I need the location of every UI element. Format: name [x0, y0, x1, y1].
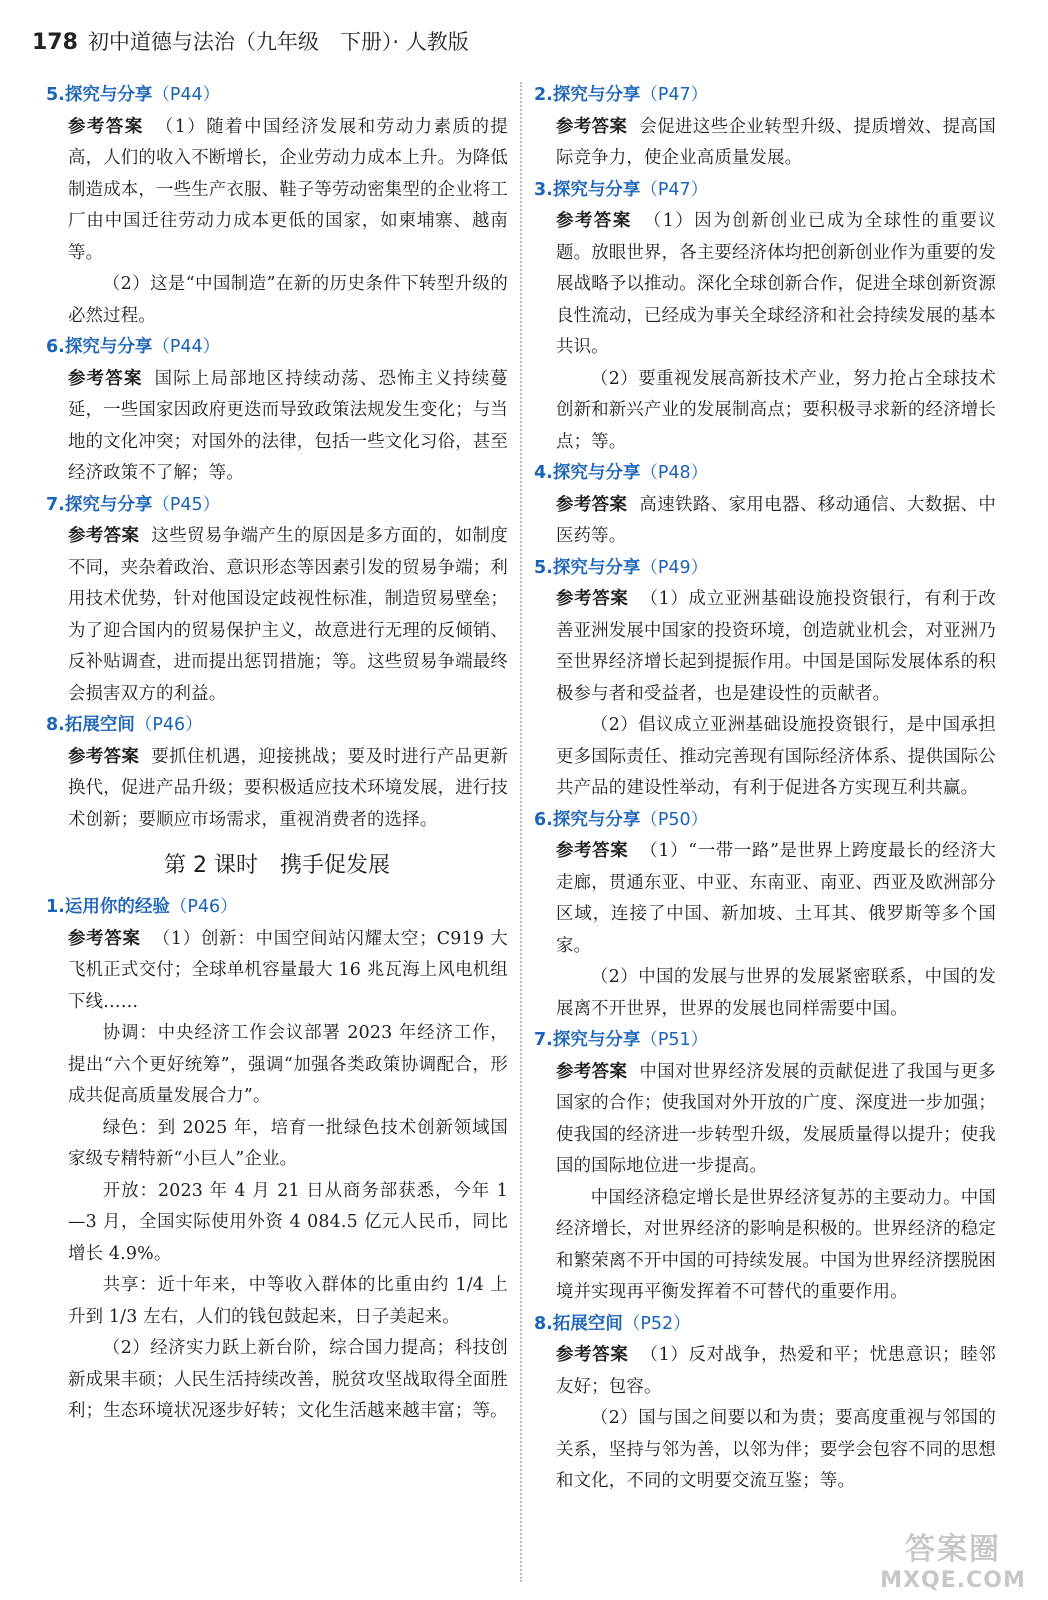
answer-paragraph: 参考答案 （1）成立亚洲基础设施投资银行，有利于改善亚洲发展中国家的投资环境，创造就业机会，对亚洲乃至世界经济增长起到提振作用。中国是国际发展体系的积极参与者和受益者，也是建设性的贡献者。 [556, 589, 996, 704]
right-column [534, 80, 996, 1498]
book-title: 初中道德与法治（九年级 下册）· 人教版 [87, 30, 469, 54]
section-heading: 6.探究与分享（P50） [534, 809, 709, 830]
answer-paragraph: 参考答案 会促进这些企业转型升级、提质增效、提高国际竞争力，使企业高质量发展。 [556, 116, 996, 168]
section-heading: 5.探究与分享（P49） [534, 557, 709, 578]
answer-paragraph: 参考答案 国际上局部地区持续动荡、恐怖主义持续蔓延，一些国家因政府更迭而导致政策法规发生变化；与当地的文化冲突；对国外的法律，包括一些文化习俗，甚至经济政策不了解；等。 [68, 368, 508, 483]
answer-label: 参考答案 [68, 368, 143, 389]
answer-paragraph: （2）这是“中国制造”在新的历史条件下转型升级的必然过程。 [68, 274, 508, 326]
answer-paragraph: 参考答案 中国对世界经济发展的贡献促进了我国与更多国家的合作；使我国对外开放的广度、深度进一步加强；使我国的经济进一步转型升级，发展质量得以提升；使我国的国际地位进一步提高。 [556, 1061, 996, 1176]
column-divider [520, 82, 522, 1582]
answer-paragraph: 参考答案 （1）创新：中国空间站闪耀太空；C919 大飞机正式交付；全球单机容量最大 16 兆瓦海上风电机组下线…… [68, 928, 508, 1012]
answer-paragraph: （2）要重视发展高新技术产业，努力抢占全球技术创新和新兴产业的发展制高点；要积极寻求新的经济增长点；等。 [556, 368, 996, 452]
section-heading: 8.拓展空间（P52） [534, 1313, 691, 1334]
answer-label: 参考答案 [556, 589, 629, 609]
answer-paragraph: （2）倡议成立亚洲基础设施投资银行，是中国承担更多国际责任、推动完善现有国际经济体系、提供国际公共产品的建设性举动，有利于促进各方实现互利共赢。 [556, 715, 996, 798]
answer-paragraph: （2）国与国之间要以和为贵；要高度重视与邻国的关系，坚持与邻为善，以邻为伴；要学会包容不同的思想和文化，不同的文明要交流互鉴；等。 [556, 1408, 996, 1491]
page-number: 178 [32, 30, 78, 55]
answer-label: 参考答案 [556, 211, 632, 231]
watermark-logo-text: 答案圈 [905, 1532, 1001, 1567]
page-header [32, 26, 469, 62]
left-column [46, 80, 508, 1428]
section-heading: 4.探究与分享（P48） [534, 463, 709, 483]
answer-paragraph: 参考答案 （1）因为创新创业已成为全球性的重要议题。放眼世界，各主要经济体均把创新创业作为重要的发展战略予以推动。深化全球创新合作，促进全球创新资源良性流动，已经成为事关全球经济和社会持续发展的基本共识。 [556, 211, 996, 357]
answer-paragraph: 开放：2023 年 4 月 21 日从商务部获悉，今年 1—3 月，全国实际使用外资 4 084.5 亿元人民币，同比增长 4.9%。 [68, 1180, 508, 1264]
section-heading: 7.探究与分享（P51） [534, 1030, 709, 1050]
section-heading: 6.探究与分享（P44） [46, 337, 221, 357]
answer-paragraph: 协调：中央经济工作会议部署 2023 年经济工作，提出“六个更好统筹”，强调“加强各类政策协调配合，形成共促高质量发展合力”。 [68, 1023, 508, 1106]
answer-label: 参考答案 [556, 116, 628, 137]
section-heading: 3.探究与分享（P47） [534, 179, 709, 200]
section-heading: 2.探究与分享（P47） [534, 85, 709, 105]
answer-paragraph: 参考答案 （1）反对战争，热爱和平；忧患意识；睦邻友好；包容。 [556, 1345, 996, 1397]
answer-label: 参考答案 [556, 1061, 628, 1082]
answer-paragraph: 参考答案 要抓住机遇，迎接挑战；要及时进行产品更新换代，促进产品升级；要积极适应技术环境发展，进行技术创新；要顺应市场需求，重视消费者的选择。 [68, 746, 508, 830]
answer-paragraph: 参考答案 高速铁路、家用电器、移动通信、大数据、中医药等。 [556, 494, 996, 546]
section-heading: 7.探究与分享（P45） [46, 494, 221, 515]
answer-label: 参考答案 [68, 928, 141, 949]
answer-paragraph: 共享：近十年来，中等收入群体的比重由约 1/4 上升到 1/3 左右，人们的钱包鼓起来，日子美起来。 [68, 1275, 508, 1327]
watermark-url: MXQE.COM [880, 1568, 1026, 1593]
answer-label: 参考答案 [68, 746, 140, 767]
answer-label: 参考答案 [556, 1345, 629, 1365]
answer-paragraph: 参考答案 （1）“一带一路”是世界上跨度最长的经济大走廊，贯通东亚、中亚、东南亚、南亚、西亚及欧洲部分区域，连接了中国、新加坡、土耳其、俄罗斯等多个国家。 [556, 841, 996, 956]
answer-paragraph: 参考答案 （1）随着中国经济发展和劳动力素质的提高，人们的收入不断增长，企业劳动力成本上升。为降低制造成本，一些生产衣服、鞋子等劳动密集型的企业将工厂由中国迁往劳动力成本更低的国家，如柬埔寨、越南等。 [68, 116, 508, 263]
lesson-title: 第 2 课时 携手促发展 [164, 853, 390, 878]
answer-paragraph: 绿色：到 2025 年，培育一批绿色技术创新领域国家级专精特新“小巨人”企业。 [68, 1117, 508, 1169]
answer-label: 参考答案 [556, 494, 628, 515]
answer-paragraph: （2）中国的发展与世界的发展紧密联系，中国的发展离不开世界，世界的发展也同样需要中国。 [556, 967, 996, 1019]
answer-label: 参考答案 [68, 526, 140, 546]
section-heading: 1.运用你的经验（P46） [46, 897, 238, 917]
answer-label: 参考答案 [556, 841, 629, 861]
section-heading: 5.探究与分享（P44） [46, 85, 221, 105]
answer-label: 参考答案 [68, 116, 144, 137]
site-watermark [878, 1524, 1028, 1594]
section-heading: 8.拓展空间（P46） [46, 715, 203, 735]
answer-paragraph: （2）经济实力跃上新台阶，综合国力提高；科技创新成果丰硕；人民生活持续改善，脱贫攻坚战取得全面胜利；生态环境状况逐步好转；文化生活越来越丰富；等。 [68, 1338, 508, 1421]
answer-paragraph: 参考答案 这些贸易争端产生的原因是多方面的，如制度不同，夹杂着政治、意识形态等因素引发的贸易争端；利用技术优势，针对他国设定歧视性标准，制造贸易壁垒；为了迎合国内的贸易保护主义，故意进行无理的反倾销、反补贴调查，进而提出惩罚措施；等。这些贸易争端最终会损害双方的利益。 [68, 526, 508, 704]
answer-paragraph: 中国经济稳定增长是世界经济复苏的主要动力。中国经济增长，对世界经济的影响是积极的。世界经济的稳定和繁荣离不开中国的可持续发展。中国为世界经济摆脱困境并实现再平衡发挥着不可替代的重要作用。 [556, 1187, 996, 1302]
